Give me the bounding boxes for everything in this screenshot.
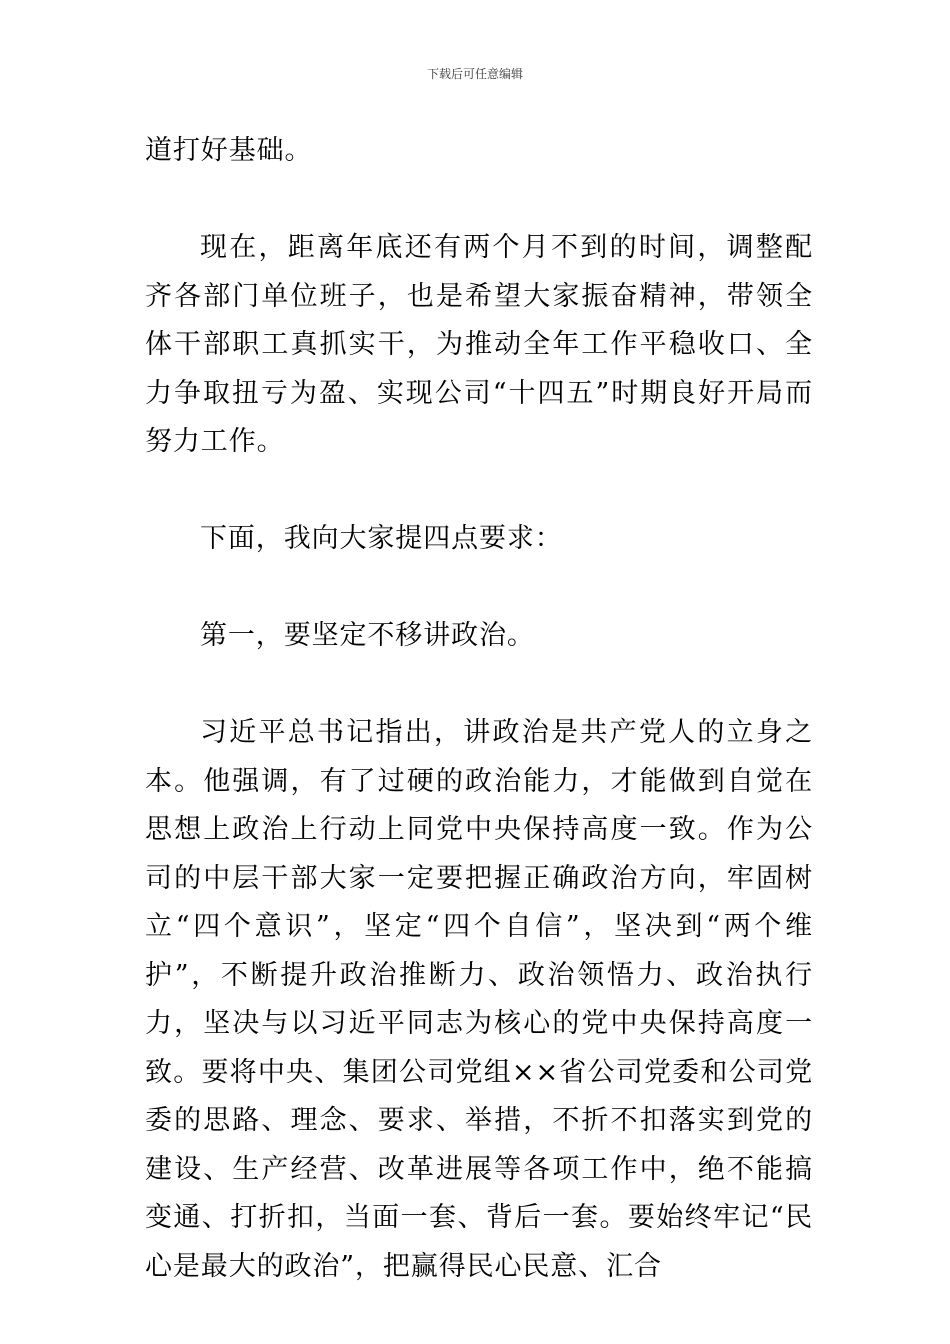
paragraph-requirements-lead: 下面，我向大家提四点要求：	[200, 523, 563, 554]
page-header: 下载后可任意编辑	[426, 67, 523, 81]
document-body	[145, 127, 813, 1291]
paragraph-continuation: 道打好基础。	[145, 135, 313, 166]
paragraph-politics: 习近平总书记指出，讲政治是共产党人的立身之本。他强调，有了过硬的政治能力，才能做到自觉在思想上政治上行动上同党中央保持高度一致。作为公司的中层干部大家一定要把握正确政治方向，牢固树立“四个意识”，坚定“四个自信”，坚决到“两个维护”，不断提升政治推断力、政治领悟力、政治执行力，坚决与以习近平同志为核心的党中央保持高度一致。要将中央、集团公司党组××省公司党委和公司党委的思路、理念、要求、举措，不折不扣落实到党的建设、生产经营、改革进展等各项工作中，绝不能搞变通、打折扣，当面一套、背后一套。要始终牢记“民心是最大的政治”，把赢得民心民意、汇合	[145, 717, 813, 1282]
section-heading-first: 第一，要坚定不移讲政治。	[200, 620, 535, 651]
paragraph-intro: 现在，距离年底还有两个月不到的时间，调整配齐各部门单位班子，也是希望大家振奋精神，带领全体干部职工真抓实干，为推动全年工作平稳收口、全力争取扭亏为盈、实现公司“十四五”时期良好开局而努力工作。	[145, 232, 813, 457]
